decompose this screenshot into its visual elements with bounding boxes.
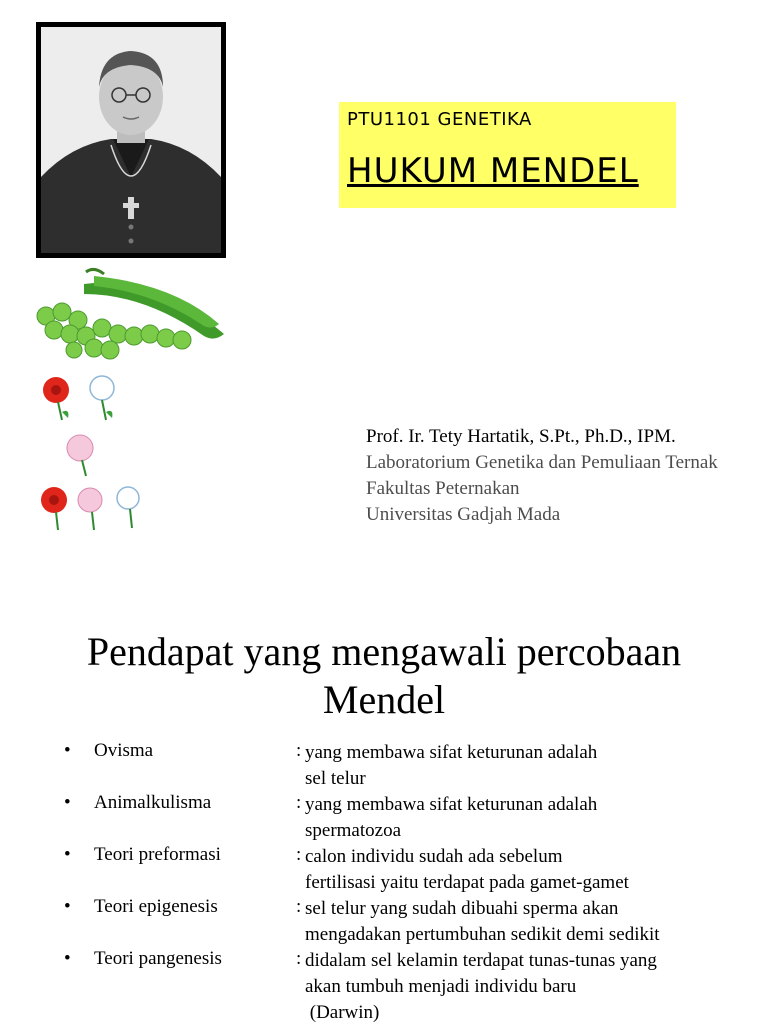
course-code: PTU1101 GENETIKA	[347, 109, 532, 130]
definition-line: sel telur	[305, 768, 366, 789]
pea-pods-image	[24, 264, 230, 368]
list-item	[60, 844, 760, 896]
list-item-definition	[305, 896, 660, 948]
red-flower-icon	[43, 377, 69, 420]
bullet: •	[64, 844, 71, 865]
list-item-definition	[305, 792, 597, 844]
list-item-colon: :	[296, 740, 302, 761]
bullet: •	[64, 948, 71, 969]
list-item-term: Teori preformasi	[94, 844, 221, 865]
author-faculty: Fakultas Peternakan	[366, 478, 520, 499]
section-heading-line1: Pendapat yang mengawali percobaan	[86, 629, 682, 674]
list-item-term: Teori pangenesis	[94, 948, 222, 969]
list-item-definition	[305, 740, 597, 792]
section-heading	[0, 628, 768, 724]
definition-line: mengadakan pertumbuhan sedikit demi sedikit	[305, 924, 660, 945]
title-box	[339, 102, 676, 208]
list-item-colon: :	[296, 792, 302, 813]
pink-flower-icon	[78, 488, 102, 530]
slide-title: HUKUM MENDEL	[347, 151, 639, 191]
list-item-term: Teori epigenesis	[94, 896, 218, 917]
list-item-term: Ovisma	[94, 740, 154, 761]
list-item-colon: :	[296, 844, 302, 865]
white-flower-icon	[117, 487, 139, 528]
definition-line: fertilisasi yaitu terdapat pada gamet-gamet	[305, 872, 629, 893]
definition-line: didalam sel kelamin terdapat tunas-tunas yang	[305, 950, 657, 971]
definition-line: spermatozoa	[305, 820, 402, 841]
author-block	[366, 424, 718, 528]
section-heading-line2: Mendel	[322, 677, 446, 722]
flower-cross-diagram	[36, 372, 146, 552]
list-item	[60, 948, 760, 1026]
definition-line: akan tumbuh menjadi individu baru	[305, 976, 577, 997]
list-item	[60, 792, 760, 844]
list-item	[60, 740, 760, 792]
white-flower-icon	[90, 376, 114, 420]
list-item-term: Animalkulisma	[94, 792, 212, 813]
bullet: •	[64, 792, 71, 813]
list-item-colon: :	[296, 948, 302, 969]
list-item-definition	[305, 948, 657, 1026]
author-lab: Laboratorium Genetika dan Pemuliaan Ternak	[366, 452, 718, 473]
bullet: •	[64, 740, 71, 761]
list-item	[60, 896, 760, 948]
mendel-portrait	[36, 22, 226, 258]
bullet: •	[64, 896, 71, 917]
list-item-colon: :	[296, 896, 302, 917]
pink-flower-icon	[67, 435, 93, 476]
definition-line: yang membawa sifat keturunan adalah	[305, 794, 598, 815]
author-name: Prof. Ir. Tety Hartatik, S.Pt., Ph.D., IPM.	[366, 426, 676, 447]
definition-line: calon individu sudah ada sebelum	[305, 846, 563, 867]
theory-list	[60, 740, 760, 1026]
definition-line: yang membawa sifat keturunan adalah	[305, 742, 598, 763]
red-flower-icon	[41, 487, 67, 530]
definition-line: sel telur yang sudah dibuahi sperma akan	[305, 898, 619, 919]
definition-line: (Darwin)	[305, 1002, 380, 1023]
list-item-definition	[305, 844, 629, 896]
author-university: Universitas Gadjah Mada	[366, 504, 561, 525]
